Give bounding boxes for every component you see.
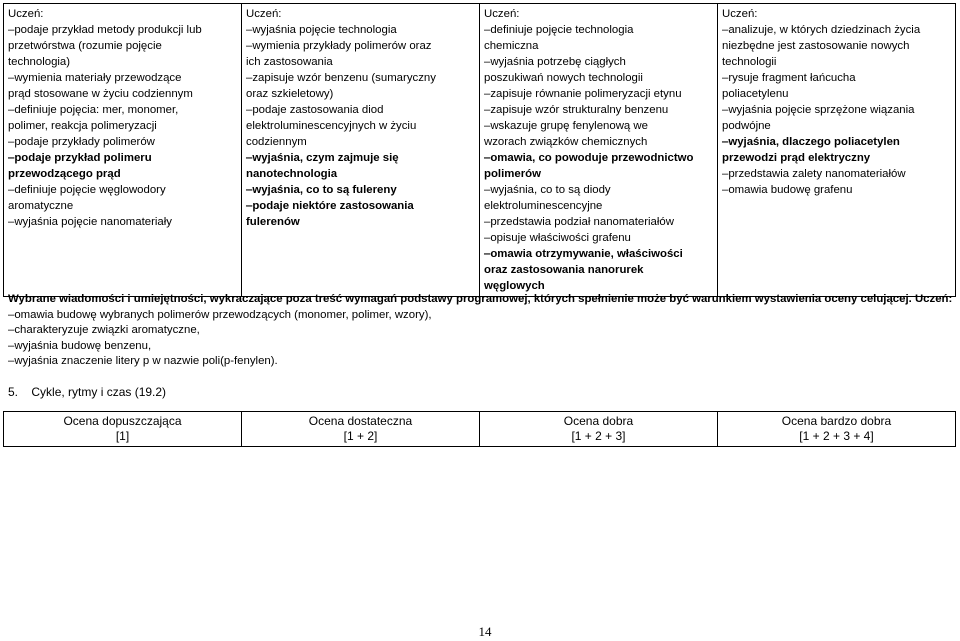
requirement-line: prąd stosowane w życiu codziennym [8, 88, 193, 100]
requirement-line: ‒wskazuje grupę fenylenową we [484, 120, 648, 132]
page-number: 14 [478, 624, 492, 639]
requirement-line: ‒podaje przykład metody produkcji lub [8, 24, 202, 36]
section-number: 5. [8, 385, 19, 399]
requirement-line: ich zastosowania [246, 56, 333, 68]
extra-intro: Wybrane wiadomości i umiejętności, wykraczające poza treść wymagań podstawy programowej, których spełnienie może być warunkiem wystawienia oceny celującej. Uczeń: [8, 293, 953, 305]
grade-name: Ocena dopuszczająca [63, 414, 182, 428]
column-lines [8, 22, 237, 230]
requirement-line: ‒wyjaśnia, co to są diody [484, 184, 611, 196]
requirements-column-4 [718, 4, 956, 297]
column-lines [484, 22, 713, 294]
section-heading [8, 385, 166, 399]
requirements-row [4, 4, 956, 297]
requirement-line: ‒rysuje fragment łańcucha [722, 72, 856, 84]
extra-item: ‒omawia budowę wybranych polimerów przewodzących (monomer, polimer, wzory), [8, 308, 432, 321]
requirement-line: elektroluminescencyjne [484, 200, 603, 212]
requirement-line: przetwórstwa (rozumie pojęcie [8, 40, 162, 52]
extra-requirements [8, 292, 958, 370]
requirement-line: ‒podaje przykład polimeru [8, 152, 152, 164]
column-header: Uczeń: [722, 8, 758, 20]
requirement-line: ‒wyjaśnia pojęcie nanomateriały [8, 216, 172, 228]
extra-item: ‒charakteryzuje związki aromatyczne, [8, 324, 200, 336]
grade-cell [242, 412, 480, 447]
requirement-line: ‒omawia budowę grafenu [722, 184, 853, 196]
extra-item: ‒wyjaśnia znaczenie litery p w nazwie poli(p-fenylen). [8, 355, 278, 367]
requirement-line: ‒definiuje pojęcia: mer, monomer, [8, 104, 179, 116]
requirement-line: ‒wyjaśnia pojęcie technologia [246, 24, 397, 36]
requirement-line: ‒podaje przykłady polimerów [8, 136, 155, 148]
requirement-line: ‒definiuje pojęcie węglowodory [8, 184, 166, 196]
requirement-line: ‒przedstawia podział nanomateriałów [484, 216, 674, 228]
requirement-line: ‒zapisuje równanie polimeryzacji etynu [484, 88, 682, 100]
requirement-line: technologia) [8, 56, 71, 68]
requirement-line: nanotechnologia [246, 168, 338, 180]
column-lines [246, 22, 475, 230]
requirement-line: aromatyczne [8, 200, 74, 212]
requirement-line: codziennym [246, 136, 307, 148]
requirement-line: oraz zastosowania nanorurek [484, 264, 644, 276]
requirement-line: ‒wyjaśnia pojęcie sprzężone wiązania [722, 104, 915, 116]
requirement-line: ‒definiuje pojęcie technologia [484, 24, 634, 36]
requirement-line: ‒przedstawia zalety nanomateriałów [722, 168, 906, 180]
requirement-line: ‒omawia, co powoduje przewodnictwo [484, 152, 694, 164]
requirements-table [3, 3, 956, 297]
extra-item: ‒wyjaśnia budowę benzenu, [8, 339, 152, 352]
requirement-line: ‒wymienia przykłady polimerów oraz [246, 40, 432, 52]
grade-name: Ocena bardzo dobra [781, 414, 892, 428]
column-header: Uczeń: [246, 8, 282, 20]
requirement-line: fulerenów [246, 216, 300, 228]
grade-scope: [1] [115, 429, 130, 443]
requirement-line: ‒wymienia materiały przewodzące [8, 72, 182, 84]
grade-name: Ocena dostateczna [308, 414, 413, 428]
grades-table [3, 411, 956, 447]
requirements-column-3 [480, 4, 718, 297]
requirement-line: niezbędne jest zastosowanie nowych [722, 40, 910, 52]
requirement-line: ‒wyjaśnia, czym zajmuje się [246, 152, 399, 164]
requirement-line: ‒wyjaśnia, co to są fulereny [246, 184, 397, 196]
column-lines [722, 22, 951, 198]
requirement-line: ‒wyjaśnia potrzebę ciągłych [484, 56, 626, 68]
column-header: Uczeń: [484, 8, 520, 20]
requirement-line: polimerów [484, 168, 541, 180]
requirement-line: przewodzi prąd elektryczny [722, 152, 871, 164]
requirement-line: oraz szkieletowy) [246, 88, 334, 100]
requirement-line: polimer, reakcja polimeryzacji [8, 120, 157, 132]
requirement-line: ‒zapisuje wzór strukturalny benzenu [484, 104, 669, 116]
requirement-line: ‒podaje zastosowania diod [246, 104, 384, 116]
requirements-column-1 [4, 4, 242, 297]
grade-cell [4, 412, 242, 447]
grade-scope: [1 + 2 + 3] [571, 429, 626, 443]
section-title: Cykle, rytmy i czas (19.2) [31, 385, 167, 399]
requirement-line: ‒omawia otrzymywanie, właściwości [484, 248, 683, 260]
grade-scope: [1 + 2] [343, 429, 378, 443]
requirement-line: poszukiwań nowych technologii [484, 72, 643, 84]
column-header: Uczeń: [8, 8, 44, 20]
requirement-line: technologii [722, 56, 777, 68]
requirement-line: przewodzącego prąd [8, 168, 121, 180]
requirement-line: ‒opisuje właściwości grafenu [484, 232, 631, 244]
requirement-line: ‒zapisuje wzór benzenu (sumaryczny [246, 72, 436, 84]
requirement-line: wzorach związków chemicznych [484, 136, 648, 148]
grades-row [4, 412, 956, 447]
requirement-line: poliacetylenu [722, 88, 789, 100]
requirement-line: węglowych [484, 280, 545, 292]
grade-cell [718, 412, 956, 447]
grade-scope: [1 + 2 + 3 + 4] [799, 429, 874, 443]
grade-name: Ocena dobra [563, 414, 634, 428]
requirement-line: elektroluminescencyjnych w życiu [246, 120, 417, 132]
requirement-line: ‒analizuje, w których dziedzinach życia [722, 24, 921, 36]
grade-cell [480, 412, 718, 447]
requirement-line: ‒wyjaśnia, dlaczego poliacetylen [722, 136, 900, 148]
requirement-line: chemiczna [484, 40, 539, 52]
requirement-line: ‒podaje niektóre zastosowania [246, 200, 414, 212]
requirement-line: podwójne [722, 120, 771, 132]
requirements-column-2 [242, 4, 480, 297]
